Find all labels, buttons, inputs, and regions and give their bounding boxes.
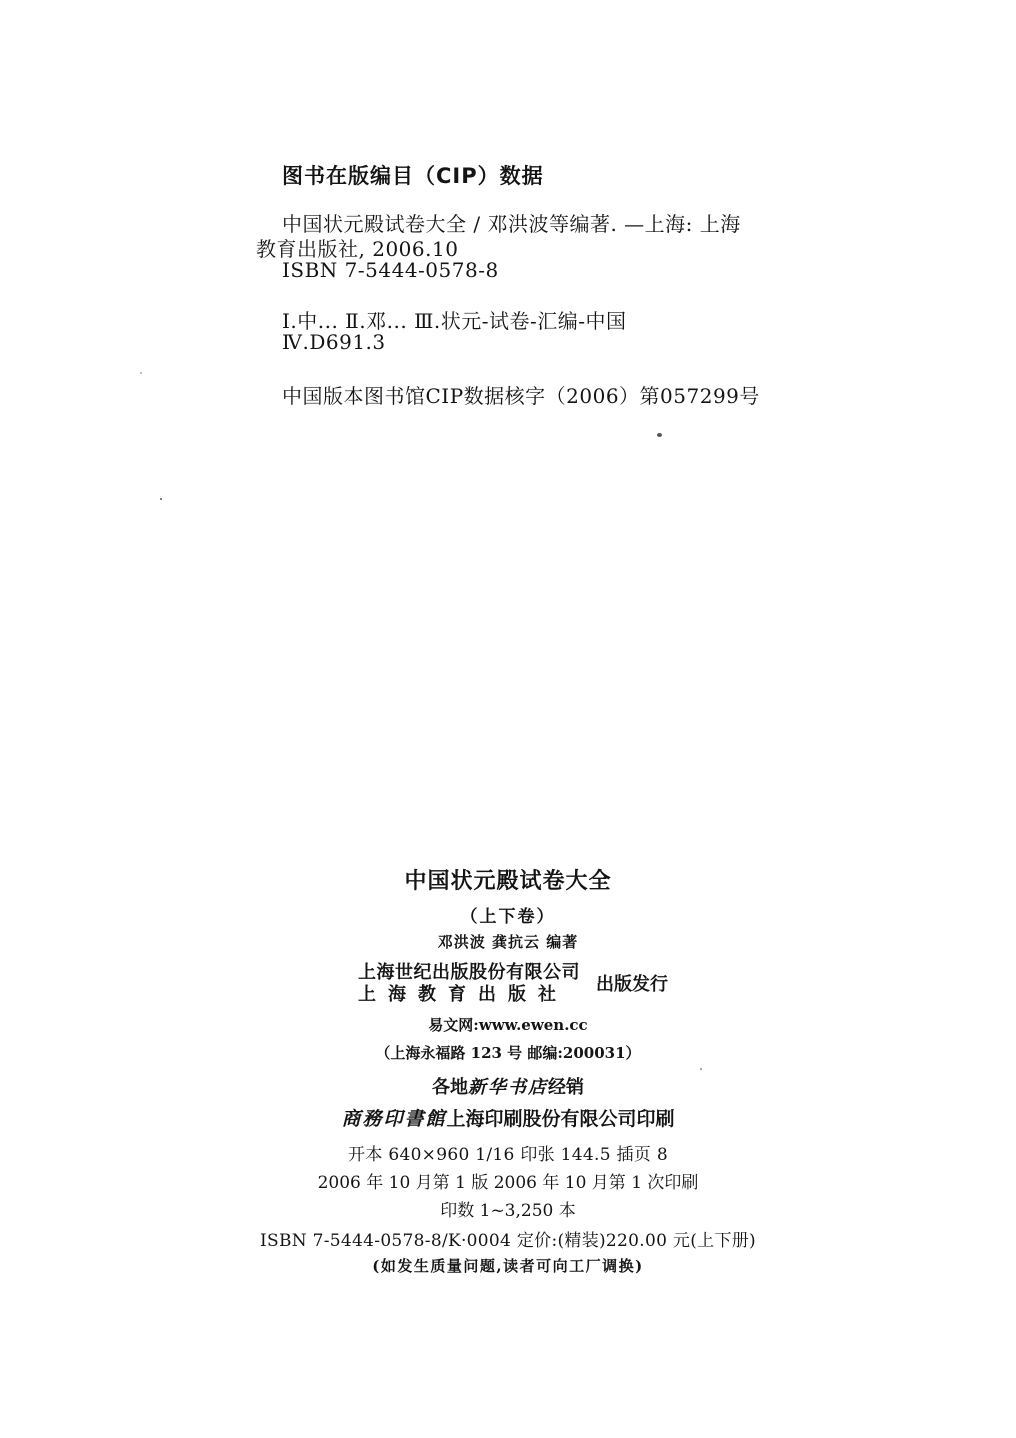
cip-book-title-line: 中国状元殿试卷大全 / 邓洪波等编著. —上海: 上海 <box>282 212 741 236</box>
cip-isbn-line: ISBN 7-5444-0578-8 <box>282 258 499 282</box>
colophon-authors: 邓洪波 龚抗云 编著 <box>437 933 579 951</box>
colophon-volume: （上下卷） <box>460 907 556 927</box>
print-run: 印数 1~3,250 本 <box>440 1201 576 1221</box>
distributor-line <box>0 1073 1016 1099</box>
cip-title: 图书在版编目（CIP）数据 <box>282 164 544 188</box>
publisher-group: 上海世纪出版股份有限公司 <box>358 962 580 983</box>
cip-classification-line: Ⅳ.D691.3 <box>282 330 386 354</box>
printer-line <box>0 1104 1016 1131</box>
cip-record-number: 中国版本图书馆CIP数据核字（2006）第057299号 <box>282 384 760 408</box>
commercial-press-logo: 商務印書館 <box>341 1108 447 1130</box>
xinhua-bookstore-logo: 新华书店 <box>468 1077 548 1098</box>
scan-speck <box>700 1068 702 1070</box>
cip-subject-line: Ⅰ.中... Ⅱ.邓... Ⅲ.状元-试卷-汇编-中国 <box>282 309 627 333</box>
cip-publisher-line: 教育出版社, 2006.10 <box>256 237 459 261</box>
scan-speck <box>657 433 662 437</box>
colophon-title: 中国状元殿试卷大全 <box>404 868 612 894</box>
distributor-prefix: 各地 <box>432 1077 468 1098</box>
publish-role: 出版发行 <box>596 974 668 995</box>
isbn-price: ISBN 7-5444-0578-8/K·0004 定价:(精装)220.00 元(上下册) <box>260 1231 756 1251</box>
edition-info: 2006 年 10 月第 1 版 2006 年 10 月第 1 次印刷 <box>317 1173 699 1193</box>
website: 易文网:www.ewen.cc <box>428 1016 588 1034</box>
publisher-block <box>358 958 688 1008</box>
scan-speck <box>160 498 162 500</box>
quality-notice: (如发生质量问题,读者可向工厂调换) <box>372 1257 644 1275</box>
publisher-name: 上海教育出版社 <box>358 984 568 1005</box>
printer-name: 上海印刷股份有限公司印刷 <box>446 1108 675 1130</box>
scan-speck <box>140 372 142 374</box>
distributor-suffix: 经销 <box>548 1077 584 1098</box>
format-info: 开本 640×960 1/16 印张 144.5 插页 8 <box>348 1145 668 1165</box>
address: （上海永福路 123 号 邮编:200031） <box>375 1044 641 1062</box>
